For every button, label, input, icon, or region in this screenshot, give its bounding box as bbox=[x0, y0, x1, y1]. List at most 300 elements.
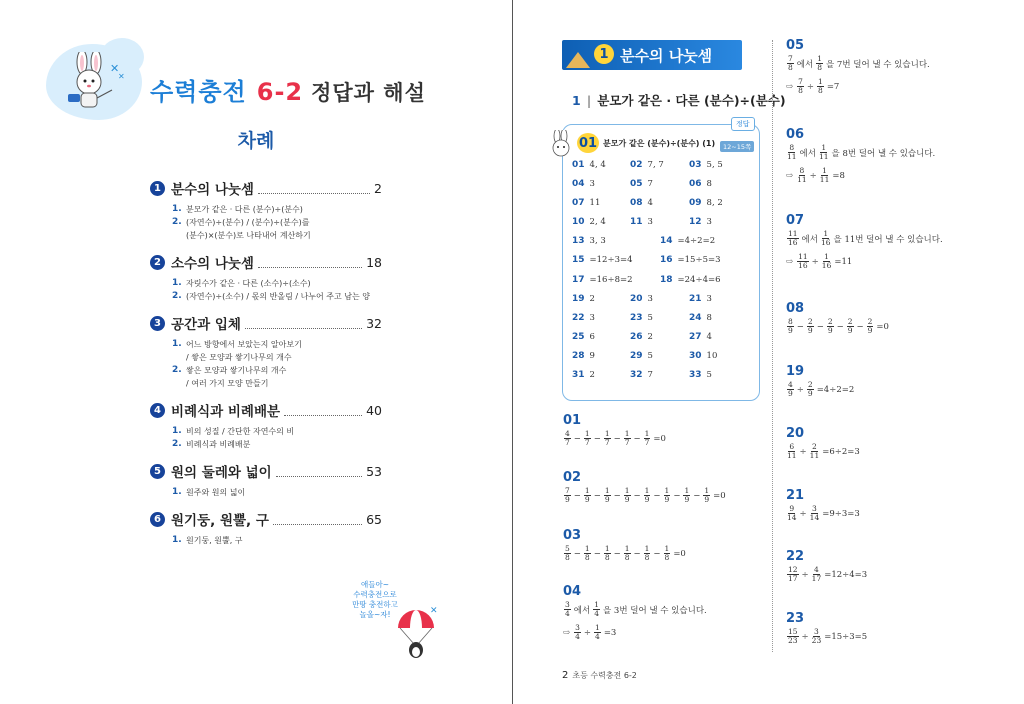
answer-set-title: 분모가 같은 (분수)÷(분수) (1) bbox=[603, 138, 716, 148]
fraction bbox=[816, 55, 823, 72]
answer-number: 13 bbox=[572, 236, 585, 247]
equation-text: − bbox=[796, 321, 804, 332]
answer-value: 7 bbox=[647, 179, 653, 190]
denominator: 8 bbox=[817, 63, 822, 72]
fraction bbox=[807, 318, 814, 335]
numerator: 1 bbox=[604, 429, 610, 438]
equation bbox=[563, 430, 668, 447]
answer-value: 3 bbox=[706, 293, 712, 304]
denominator: 16 bbox=[821, 261, 832, 270]
fraction bbox=[827, 318, 834, 335]
toc-subsection bbox=[172, 486, 382, 499]
answer-value: =15÷5=3 bbox=[677, 255, 721, 266]
equation bbox=[786, 230, 945, 247]
chapter-title: 원기둥, 원뿔, 구 bbox=[171, 513, 269, 529]
solution-item bbox=[786, 488, 862, 522]
chapter-number-badge: 1 bbox=[150, 181, 165, 196]
chapter-title: 비례식과 비례배분 bbox=[171, 404, 281, 420]
dot-leader bbox=[273, 514, 362, 525]
answer-row bbox=[572, 351, 752, 370]
subsection-number: 1. bbox=[172, 487, 182, 497]
fraction bbox=[594, 624, 601, 641]
answer-cell bbox=[572, 313, 595, 323]
fraction bbox=[664, 487, 671, 504]
answer-cell bbox=[630, 351, 653, 361]
fraction bbox=[807, 381, 814, 398]
chapter-title: 소수의 나눗셈 bbox=[171, 256, 254, 272]
equation bbox=[786, 78, 932, 95]
fraction bbox=[797, 78, 804, 95]
toc-chapter bbox=[150, 509, 382, 529]
equation bbox=[786, 505, 862, 522]
toc-title: 차례 bbox=[237, 130, 275, 152]
numerator: 7 bbox=[788, 54, 793, 63]
equation bbox=[786, 566, 869, 583]
answer-row bbox=[572, 294, 752, 313]
denominator: 16 bbox=[788, 238, 798, 247]
answer-number: 16 bbox=[660, 255, 673, 266]
equation bbox=[786, 628, 869, 645]
fraction bbox=[847, 318, 854, 335]
arrow-icon: ⇨ bbox=[563, 627, 571, 638]
equation bbox=[786, 144, 937, 161]
fraction bbox=[822, 253, 832, 270]
equation-text: 을 11번 덜어 낼 수 있습니다. bbox=[833, 234, 943, 245]
answer-number: 10 bbox=[572, 217, 585, 228]
chapter-title: 분수의 나눗셈 bbox=[620, 47, 713, 65]
numerator: 4 bbox=[814, 565, 819, 574]
solution-number: 04 bbox=[563, 584, 582, 599]
numerator: 2 bbox=[827, 317, 833, 326]
numerator: 7 bbox=[565, 486, 570, 495]
fraction bbox=[867, 318, 874, 335]
denominator: 9 bbox=[807, 389, 813, 398]
numerator: 1 bbox=[595, 623, 600, 632]
equation-text: 에서 bbox=[796, 59, 814, 70]
fraction bbox=[810, 505, 820, 522]
equation-text: − bbox=[593, 433, 601, 444]
numerator: 1 bbox=[664, 486, 670, 495]
answer-cell bbox=[630, 332, 653, 342]
equation-text: − bbox=[613, 433, 621, 444]
denominator: 4 bbox=[595, 632, 600, 641]
answer-cell bbox=[630, 179, 653, 189]
numerator: 2 bbox=[807, 317, 813, 326]
numerator: 2 bbox=[812, 442, 817, 451]
fraction bbox=[787, 505, 797, 522]
subsection-number: 2. bbox=[172, 439, 182, 449]
toc-subsections bbox=[150, 203, 382, 242]
denominator: 11 bbox=[797, 175, 807, 184]
numerator: 15 bbox=[788, 627, 798, 636]
numerator: 4 bbox=[788, 380, 793, 389]
equation-text: − bbox=[573, 433, 581, 444]
answer-cell bbox=[689, 351, 717, 361]
equation-text: =3 bbox=[603, 627, 617, 638]
toc-subsections bbox=[150, 425, 382, 451]
answer-number: 27 bbox=[689, 331, 702, 342]
chapter-number-badge: 5 bbox=[150, 464, 165, 479]
toc-subsections bbox=[150, 534, 382, 547]
answer-cell bbox=[630, 313, 653, 323]
numerator: 1 bbox=[823, 229, 829, 238]
fraction bbox=[787, 566, 799, 583]
answer-number: 33 bbox=[689, 370, 702, 381]
numerator: 8 bbox=[799, 166, 805, 175]
equation-text: 에서 bbox=[573, 605, 591, 616]
answer-cell bbox=[572, 179, 595, 189]
answer-cell bbox=[572, 160, 606, 170]
fraction bbox=[564, 487, 571, 504]
numerator: 3 bbox=[814, 627, 819, 636]
answer-tag: 정답 bbox=[731, 117, 755, 131]
answer-row bbox=[572, 370, 752, 389]
answer-cell bbox=[689, 160, 723, 170]
toc-subsections bbox=[150, 277, 382, 303]
arrow-icon: ⇨ bbox=[786, 256, 794, 267]
chapter-number-badge: 2 bbox=[150, 255, 165, 270]
denominator: 7 bbox=[584, 438, 590, 447]
toc-subsection bbox=[172, 277, 382, 290]
brand-name: 수력충전 bbox=[150, 78, 247, 106]
solution-number: 22 bbox=[786, 549, 805, 564]
numerator: 3 bbox=[812, 504, 817, 513]
numerator: 1 bbox=[604, 544, 610, 553]
equation bbox=[786, 443, 862, 460]
chapter-page: 65 bbox=[366, 511, 382, 527]
denominator: 9 bbox=[847, 326, 853, 335]
fraction bbox=[644, 545, 651, 562]
numerator: 1 bbox=[684, 486, 690, 495]
fraction bbox=[624, 545, 631, 562]
fraction bbox=[787, 144, 797, 161]
fraction bbox=[787, 55, 794, 72]
equation bbox=[563, 601, 709, 618]
denominator: 9 bbox=[604, 495, 610, 504]
answer-value: 7, 7 bbox=[647, 160, 664, 170]
answer-row bbox=[572, 332, 752, 351]
toc-chapter bbox=[150, 461, 382, 481]
answer-number: 06 bbox=[689, 179, 702, 190]
brand-grade: 6-2 bbox=[256, 78, 304, 106]
answer-cell bbox=[572, 236, 606, 246]
denominator: 9 bbox=[867, 326, 873, 335]
subsection-title: 자릿수가 같은 · 다른 (소수)÷(소수) bbox=[186, 279, 311, 288]
fraction bbox=[584, 430, 591, 447]
denominator: 9 bbox=[664, 495, 670, 504]
subsection-number: 1. bbox=[172, 204, 182, 214]
answer-cell bbox=[572, 294, 595, 304]
sparkle-icon: ✕ bbox=[118, 72, 125, 81]
toc-subsection bbox=[172, 290, 382, 303]
equation-text: ÷ bbox=[806, 81, 815, 92]
answer-number: 21 bbox=[689, 293, 702, 304]
answer-number: 09 bbox=[689, 198, 702, 209]
toc-subsection bbox=[172, 338, 382, 364]
denominator: 4 bbox=[575, 632, 580, 641]
toc-subsection bbox=[172, 438, 382, 451]
denominator: 8 bbox=[565, 553, 570, 562]
dot-leader bbox=[258, 183, 370, 194]
denominator: 8 bbox=[818, 86, 823, 95]
equation-text: − bbox=[573, 548, 581, 559]
chapter-page: 18 bbox=[366, 254, 382, 270]
answer-number: 29 bbox=[630, 350, 643, 361]
fraction bbox=[820, 167, 830, 184]
solution-item bbox=[786, 611, 869, 645]
answer-cell bbox=[689, 294, 712, 304]
answer-value: 2, 4 bbox=[589, 217, 606, 228]
numerator: 1 bbox=[604, 486, 610, 495]
answer-value: 4 bbox=[706, 331, 712, 342]
denominator: 9 bbox=[684, 495, 690, 504]
equation-text: =0 bbox=[713, 490, 726, 501]
numerator: 1 bbox=[817, 54, 822, 63]
dot-leader bbox=[245, 318, 362, 329]
denominator: 9 bbox=[704, 495, 710, 504]
numerator: 2 bbox=[847, 317, 853, 326]
equation-text: 을 3번 덜어 낼 수 있습니다. bbox=[603, 605, 707, 616]
equation-text: 을 8번 덜어 낼 수 있습니다. bbox=[831, 148, 936, 159]
answer-number: 08 bbox=[630, 198, 643, 209]
numerator: 3 bbox=[565, 600, 570, 609]
answer-cell bbox=[689, 198, 723, 208]
fraction bbox=[703, 487, 710, 504]
denominator: 17 bbox=[811, 574, 822, 583]
subsection-title: 원주와 원의 넓이 bbox=[186, 488, 246, 497]
rabbit-mini-icon bbox=[548, 130, 574, 160]
arrow-icon: ⇨ bbox=[786, 170, 794, 181]
numerator: 1 bbox=[584, 429, 590, 438]
fraction bbox=[664, 545, 671, 562]
fraction bbox=[683, 487, 690, 504]
answer-value: 5 bbox=[647, 350, 653, 361]
denominator: 9 bbox=[644, 495, 650, 504]
answer-row bbox=[572, 179, 752, 198]
solution-number: 03 bbox=[563, 528, 582, 543]
equation bbox=[563, 624, 709, 641]
answer-cell bbox=[630, 370, 653, 380]
page-footer bbox=[562, 670, 637, 681]
footer-text: 초등 수력충전 6-2 bbox=[572, 671, 637, 680]
fraction bbox=[644, 487, 651, 504]
chapter-page: 53 bbox=[366, 463, 382, 479]
answer-number: 24 bbox=[689, 312, 702, 323]
answer-cell bbox=[689, 313, 712, 323]
answer-number: 12 bbox=[689, 217, 702, 228]
denominator: 11 bbox=[809, 451, 820, 460]
fraction bbox=[564, 601, 571, 618]
answer-cell bbox=[630, 294, 653, 304]
denominator: 8 bbox=[644, 553, 650, 562]
answer-value: 4, 4 bbox=[589, 160, 606, 170]
denominator: 14 bbox=[787, 513, 797, 522]
answer-value: 3 bbox=[589, 312, 595, 323]
answer-number: 22 bbox=[572, 312, 585, 323]
solution-item bbox=[786, 426, 862, 460]
answer-value: 10 bbox=[706, 350, 718, 361]
answer-cell bbox=[630, 160, 664, 170]
solution-number: 21 bbox=[786, 488, 805, 503]
answer-value: 2 bbox=[589, 370, 595, 381]
denominator: 11 bbox=[787, 152, 797, 161]
chapter-number-badge: 6 bbox=[150, 512, 165, 527]
answer-row bbox=[572, 198, 752, 217]
subsection-number: 2. bbox=[172, 365, 182, 375]
answer-number: 25 bbox=[572, 331, 585, 342]
answer-row bbox=[572, 275, 752, 294]
solution-item bbox=[786, 38, 932, 95]
chapter-title: 분수의 나눗셈 bbox=[171, 182, 254, 198]
equation-text: =7 bbox=[826, 81, 840, 92]
equation-text: − bbox=[856, 321, 864, 332]
equation-text: − bbox=[593, 548, 601, 559]
answer-cell bbox=[660, 255, 721, 265]
denominator: 9 bbox=[807, 326, 813, 335]
numerator: 1 bbox=[822, 166, 827, 175]
numerator: 8 bbox=[788, 317, 793, 326]
toc-subsection bbox=[172, 534, 382, 547]
numerator: 12 bbox=[788, 565, 798, 574]
numerator: 2 bbox=[867, 317, 873, 326]
fraction bbox=[604, 430, 611, 447]
answer-cell bbox=[572, 370, 595, 380]
denominator: 11 bbox=[787, 451, 797, 460]
subsection-number: 1. bbox=[172, 339, 182, 349]
subsection-title: 쌓은 모양과 쌓기나무의 개수 / 여러 가지 모양 만들기 bbox=[186, 366, 287, 388]
numerator: 6 bbox=[789, 442, 795, 451]
equation-text: − bbox=[633, 548, 641, 559]
numerator: 1 bbox=[594, 600, 599, 609]
toc-chapter bbox=[150, 400, 382, 420]
answer-value: =4÷2=2 bbox=[677, 236, 716, 247]
fraction bbox=[604, 545, 611, 562]
dot-leader bbox=[276, 466, 362, 477]
fraction bbox=[787, 318, 794, 335]
solution-item bbox=[786, 301, 891, 335]
equation-text: ÷ bbox=[796, 384, 804, 395]
fraction bbox=[574, 624, 581, 641]
lesson-number: 1 bbox=[572, 93, 581, 108]
denominator: 7 bbox=[565, 438, 570, 447]
answer-number: 17 bbox=[572, 274, 585, 285]
answer-cell bbox=[689, 332, 712, 342]
equation-text: =15÷3=5 bbox=[824, 631, 868, 642]
answer-number: 03 bbox=[689, 160, 702, 170]
denominator: 16 bbox=[798, 261, 808, 270]
equation-text: − bbox=[633, 433, 641, 444]
numerator: 1 bbox=[644, 486, 650, 495]
equation-text: =4÷2=2 bbox=[816, 384, 855, 395]
solution-number: 05 bbox=[786, 38, 805, 53]
fraction bbox=[584, 487, 591, 504]
toc-subsections bbox=[150, 486, 382, 499]
equation bbox=[786, 253, 945, 270]
equation bbox=[563, 487, 728, 504]
equation-text: − bbox=[673, 490, 681, 501]
solution-item bbox=[563, 413, 668, 447]
sparkle-icon: ✕ bbox=[110, 62, 120, 75]
denominator: 7 bbox=[644, 438, 650, 447]
chapter-page: 2 bbox=[374, 180, 382, 196]
subsection-number: 1. bbox=[172, 535, 182, 545]
denominator: 8 bbox=[624, 553, 630, 562]
chapter-number: 1 bbox=[594, 44, 614, 64]
equation-text: ÷ bbox=[809, 170, 817, 181]
subsection-title: 어느 방향에서 보았는지 알아보기 / 쌓은 모양과 쌓기나무의 개수 bbox=[186, 340, 302, 362]
numerator: 2 bbox=[807, 380, 813, 389]
numerator: 11 bbox=[798, 252, 808, 261]
answer-value: 8 bbox=[706, 179, 712, 190]
answer-number: 20 bbox=[630, 293, 643, 304]
solution-item bbox=[786, 364, 856, 398]
numerator: 1 bbox=[818, 77, 823, 86]
denominator: 8 bbox=[604, 553, 610, 562]
answer-value: 11 bbox=[589, 198, 601, 209]
cheer-message: 애들아~ 수력충전으로 만땅 충전하고 놀올~자! bbox=[352, 580, 398, 619]
numerator: 1 bbox=[824, 252, 829, 261]
denominator: 9 bbox=[584, 495, 590, 504]
subsection-number: 1. bbox=[172, 278, 182, 288]
fraction bbox=[812, 566, 822, 583]
toc-chapter bbox=[150, 178, 382, 198]
sparkle-icon: ✕ bbox=[430, 606, 438, 616]
denominator: 8 bbox=[798, 86, 803, 95]
solution-number: 06 bbox=[786, 127, 805, 142]
answer-value: 2 bbox=[589, 293, 595, 304]
fraction bbox=[624, 487, 631, 504]
numerator: 9 bbox=[789, 504, 795, 513]
fraction bbox=[593, 601, 600, 618]
answer-number: 11 bbox=[630, 217, 643, 228]
dot-leader bbox=[284, 405, 362, 416]
answer-number: 14 bbox=[660, 236, 673, 247]
toc-subsection bbox=[172, 216, 382, 242]
answer-value: 5 bbox=[706, 370, 712, 381]
denominator: 7 bbox=[624, 438, 630, 447]
denominator: 4 bbox=[565, 609, 570, 618]
answer-value: 3, 3 bbox=[589, 236, 606, 247]
fraction bbox=[797, 253, 809, 270]
toc-chapter bbox=[150, 313, 382, 333]
answer-cell bbox=[630, 198, 653, 208]
fraction bbox=[644, 430, 651, 447]
solution-item bbox=[786, 549, 869, 583]
fraction bbox=[624, 430, 631, 447]
denominator: 8 bbox=[664, 553, 670, 562]
equation-text: − bbox=[836, 321, 844, 332]
answer-row bbox=[572, 236, 752, 255]
chapter-banner bbox=[562, 40, 742, 70]
answer-value: =24÷4=6 bbox=[677, 274, 721, 285]
answer-cell bbox=[660, 236, 715, 246]
answer-value: 3 bbox=[589, 179, 595, 190]
numerator: 4 bbox=[565, 429, 570, 438]
numerator: 1 bbox=[644, 429, 650, 438]
denominator: 16 bbox=[820, 238, 831, 247]
solution-number: 23 bbox=[786, 611, 805, 626]
solution-item bbox=[563, 470, 728, 504]
equation-text: − bbox=[653, 490, 661, 501]
numerator: 1 bbox=[624, 486, 630, 495]
solution-item bbox=[563, 528, 688, 562]
answer-cell bbox=[689, 179, 712, 189]
answer-value: 3 bbox=[647, 217, 653, 228]
answer-header bbox=[577, 133, 715, 153]
answer-value: 7 bbox=[647, 370, 653, 381]
answer-cell bbox=[630, 217, 653, 227]
chapter-page: 40 bbox=[366, 402, 382, 418]
